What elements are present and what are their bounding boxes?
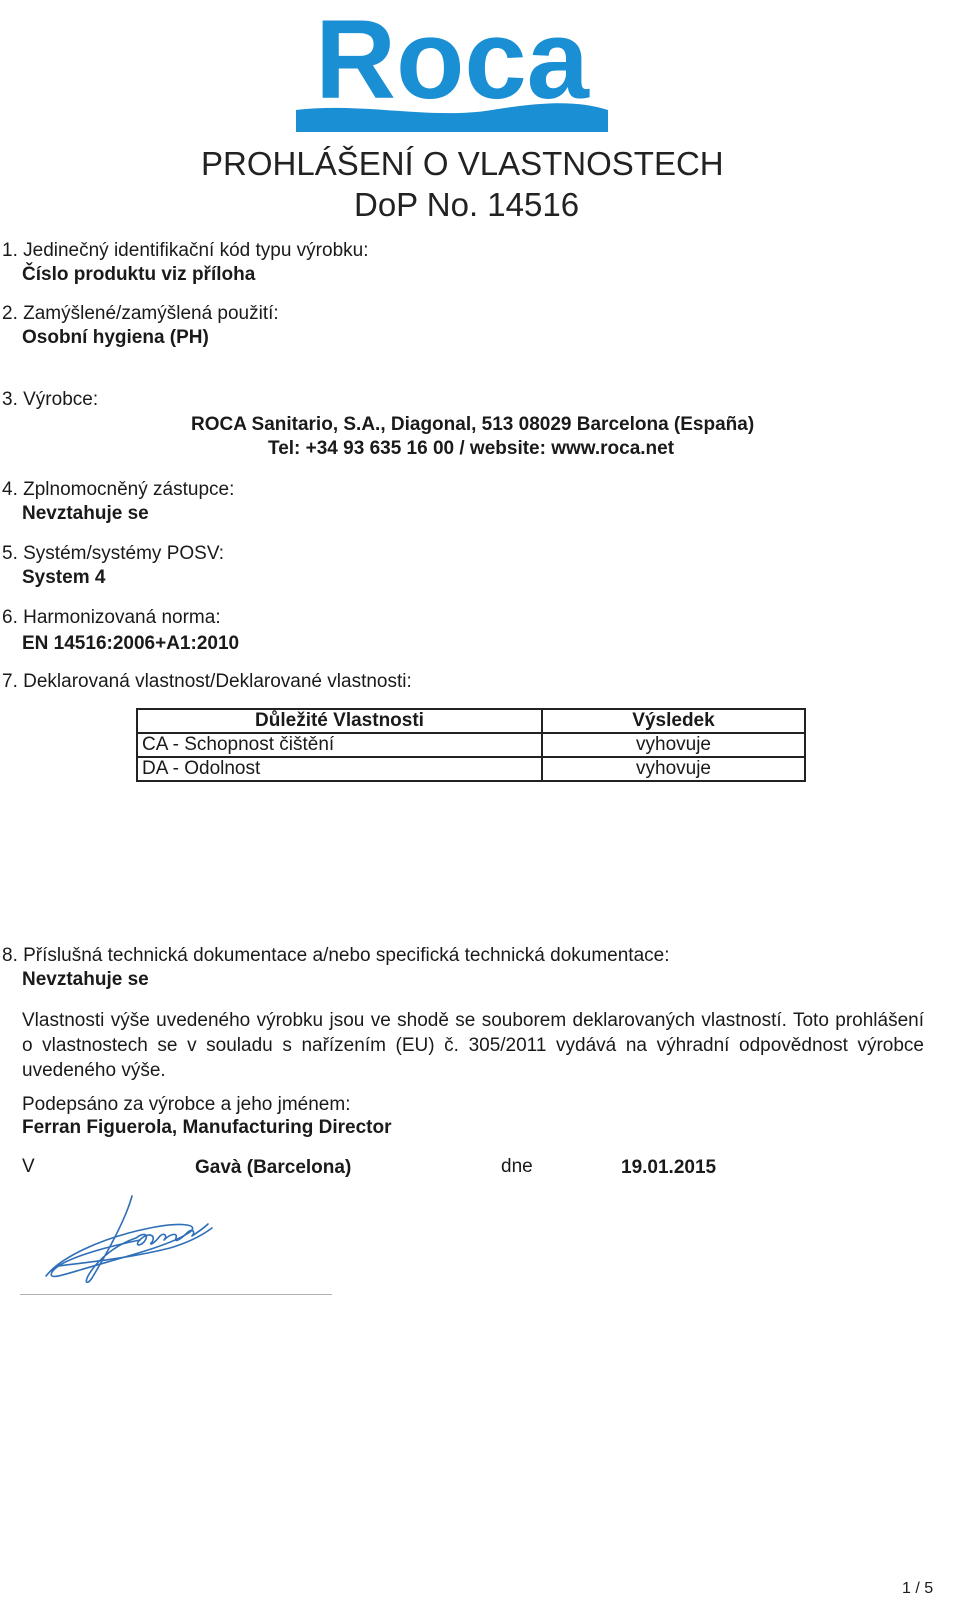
item-8-label: 8. Příslušná technická dokumentace a/nebo specifická technická dokumentace: — [2, 945, 670, 966]
signature-line — [20, 1294, 332, 1295]
item-6-value: EN 14516:2006+A1:2010 — [22, 633, 240, 654]
place-prefix: V — [22, 1156, 35, 1177]
dop-number: DoP No. 14516 — [354, 186, 580, 223]
conformity-statement: Vlastnosti výše uvedeného výrobku jsou ve shodě se souborem deklarovaných vlastností. Toto prohlášení o vlastnostech se v souladu s nařízením (EU) č. 305/2011 vydává na výhradní odpovědnost výrobce uvedeného výše. — [22, 1010, 924, 1081]
place-value: Gavà (Barcelona) — [195, 1157, 352, 1178]
table-cell: vyhovuje — [542, 757, 805, 781]
manufacturer-contact: Tel: +34 93 635 16 00 / website: www.roca.net — [268, 438, 675, 459]
table-cell: CA - Schopnost čištění — [137, 733, 542, 757]
table-header-row — [137, 709, 805, 733]
handwritten-signature — [40, 1188, 220, 1288]
item-4-value: Nevztahuje se — [22, 503, 149, 524]
table-cell: DA - Odolnost — [137, 757, 542, 781]
page-number: 1 / 5 — [902, 1580, 934, 1597]
item-4-label: 4. Zplnomocněný zástupce: — [2, 479, 235, 500]
properties-table — [136, 708, 806, 782]
date-value: 19.01.2015 — [621, 1157, 717, 1178]
table-header: Důležité Vlastnosti — [137, 709, 542, 733]
item-3-label: 3. Výrobce: — [2, 389, 99, 410]
item-5-label: 5. Systém/systémy POSV: — [2, 543, 225, 564]
signed-label: Podepsáno za výrobce a jeho jménem: — [22, 1094, 351, 1115]
table-cell: vyhovuje — [542, 733, 805, 757]
item-1-label: 1. Jedinečný identifikační kód typu výrobku: — [2, 240, 369, 261]
table-row — [137, 733, 805, 757]
item-5-value: System 4 — [22, 567, 106, 588]
manufacturer-address: ROCA Sanitario, S.A., Diagonal, 513 08029 Barcelona (España) — [191, 414, 755, 435]
item-1-value: Číslo produktu viz příloha — [22, 264, 256, 285]
signatory-name: Ferran Figuerola, Manufacturing Director — [22, 1117, 392, 1138]
table-header: Výsledek — [542, 709, 805, 733]
document-title: PROHLÁŠENÍ O VLASTNOSTECH — [201, 145, 724, 182]
item-2-value: Osobní hygiena (PH) — [22, 327, 209, 348]
item-8-value: Nevztahuje se — [22, 969, 149, 990]
table-row — [137, 757, 805, 781]
item-2-label: 2. Zamýšlené/zamýšlená použití: — [2, 303, 279, 324]
roca-logo — [292, 6, 612, 136]
date-prefix: dne — [501, 1156, 533, 1177]
logo-wordmark: Roca — [315, 6, 589, 122]
item-7-label: 7. Deklarovaná vlastnost/Deklarované vlastnosti: — [2, 671, 412, 692]
item-6-label: 6. Harmonizovaná norma: — [2, 607, 221, 628]
